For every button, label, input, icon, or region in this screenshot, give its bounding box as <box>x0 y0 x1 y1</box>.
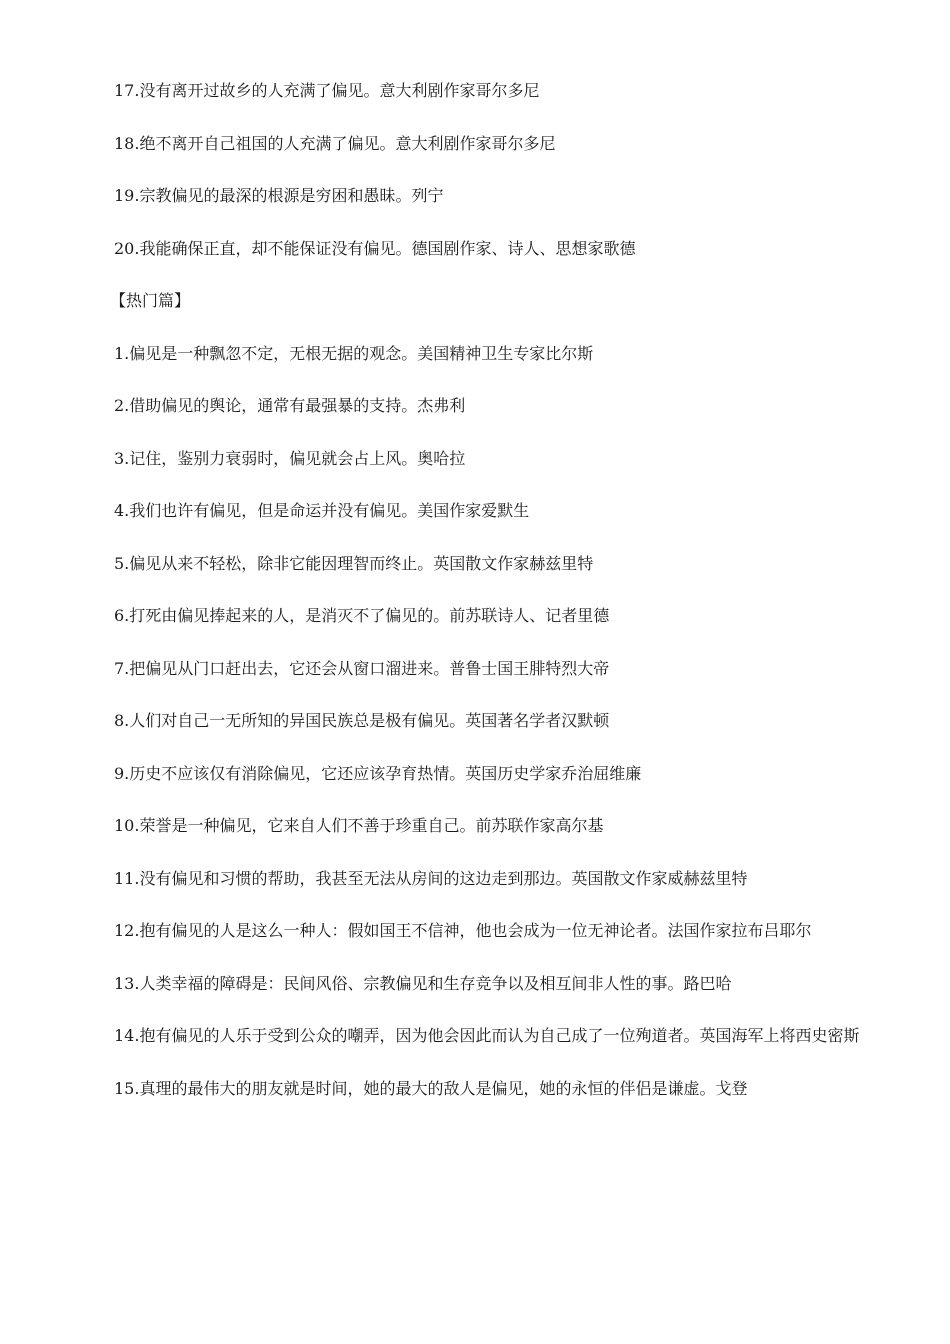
quote-paragraph: 18.绝不离开自己祖国的人充满了偏见。意大利剧作家哥尔多尼 <box>114 133 556 153</box>
quote-paragraph: 12.抱有偏见的人是这么一种人：假如国王不信神，他也会成为一位无神论者。法国作家拉布吕耶尔 <box>114 921 812 940</box>
quote-paragraph: 10.荣誉是一种偏见，它来自人们不善于珍重自己。前苏联作家高尔基 <box>114 816 604 835</box>
quote-paragraph: 15.真理的最伟大的朋友就是时间，她的最大的敌人是偏见，她的永恒的伴侣是谦虚。戈登 <box>114 1078 748 1098</box>
quote-paragraph: 7.把偏见从门口赶出去，它还会从窗口溜进来。普鲁士国王腓特烈大帝 <box>114 658 610 678</box>
quote-paragraph: 9.历史不应该仅有消除偏见，它还应该孕育热情。英国历史学家乔治屈维廉 <box>114 763 642 783</box>
quote-paragraph: 13.人类幸福的障碍是：民间风俗、宗教偏见和生存竞争以及相互间非人性的事。路巴哈 <box>114 973 732 993</box>
document-body <box>80 74 870 1124</box>
quote-paragraph: 11.没有偏见和习惯的帮助，我甚至无法从房间的这边走到那边。英国散文作家威赫兹里特 <box>114 868 748 888</box>
section-heading: 【热门篇】 <box>110 291 191 310</box>
quote-paragraph: 8.人们对自己一无所知的异国民族总是极有偏见。英国著名学者汉默顿 <box>114 711 610 730</box>
quote-paragraph: 2.借助偏见的舆论，通常有最强暴的支持。杰弗利 <box>114 396 466 415</box>
quote-paragraph: 19.宗教偏见的最深的根源是穷困和愚昧。列宁 <box>114 186 444 205</box>
quote-paragraph: 1.偏见是一种飘忽不定，无根无据的观念。美国精神卫生专家比尔斯 <box>114 343 594 363</box>
quote-paragraph: 14.抱有偏见的人乐于受到公众的嘲弄，因为他会因此而认为自己成了一位殉道者。英国海军上将西史密斯 <box>114 1026 860 1045</box>
quote-paragraph: 4.我们也许有偏见，但是命运并没有偏见。美国作家爱默生 <box>114 501 530 520</box>
quote-paragraph: 6.打死由偏见捧起来的人，是消灭不了偏见的。前苏联诗人、记者里德 <box>114 606 610 625</box>
quote-paragraph: 20.我能确保正直，却不能保证没有偏见。德国剧作家、诗人、思想家歌德 <box>114 238 636 258</box>
quote-paragraph: 3.记住，鉴别力衰弱时，偏见就会占上风。奥哈拉 <box>114 448 466 468</box>
quote-paragraph: 5.偏见从来不轻松，除非它能因理智而终止。英国散文作家赫兹里特 <box>114 553 594 573</box>
quote-paragraph: 17.没有离开过故乡的人充满了偏见。意大利剧作家哥尔多尼 <box>114 81 540 100</box>
